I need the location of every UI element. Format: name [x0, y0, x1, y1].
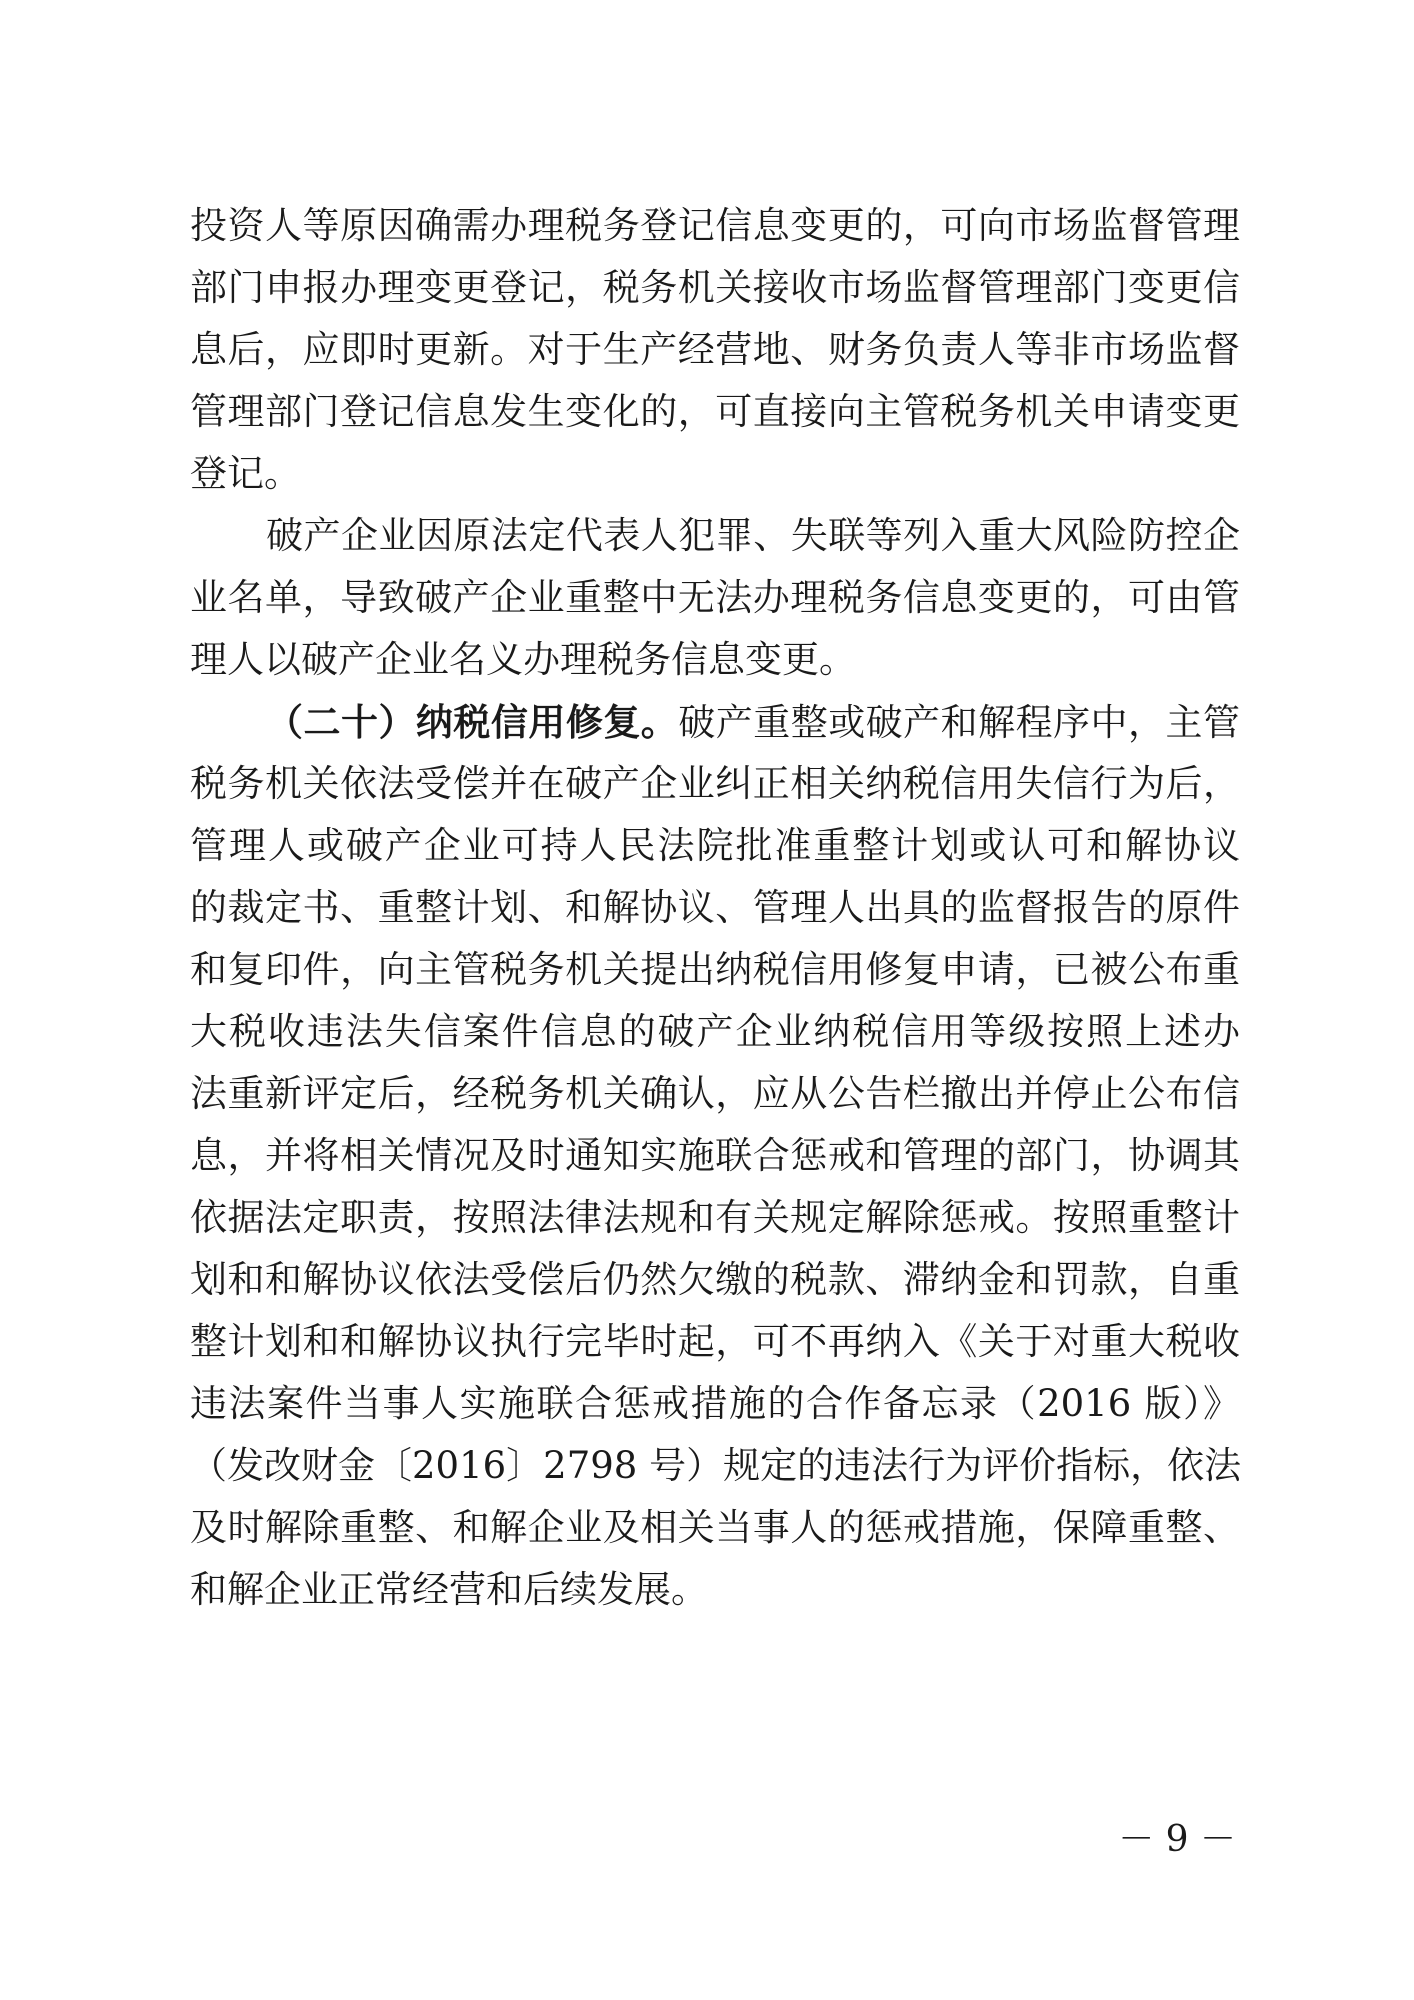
paragraph-3-line-3: 管理人或破产企业可持人民法院批准重整计划或认可和解协议 — [190, 824, 1240, 867]
paragraph-3-line-11: 整计划和和解协议执行完毕时起，可不再纳入《关于对重大税收 — [190, 1320, 1240, 1363]
paragraph-3-line-15: 和解企业正常经营和后续发展。 — [190, 1568, 708, 1611]
paragraph-2-line-3: 理人以破产企业名义办理税务信息变更。 — [190, 638, 856, 681]
paragraph-3-line-4: 的裁定书、重整计划、和解协议、管理人出具的监督报告的原件 — [190, 886, 1240, 929]
page-number: － 9 － — [1118, 1819, 1236, 1860]
paragraph-2-line-1: 破产企业因原法定代表人犯罪、失联等列入重大风险防控企 — [266, 514, 1240, 557]
section-heading: （二十）纳税信用修复。 — [266, 700, 679, 744]
paragraph-1-line-3: 息后，应即时更新。对于生产经营地、财务负责人等非市场监督 — [190, 328, 1240, 371]
paragraph-3-line-14: 及时解除重整、和解企业及相关当事人的惩戒措施，保障重整、 — [190, 1506, 1240, 1549]
paragraph-3-line-6: 大税收违法失信案件信息的破产企业纳税信用等级按照上述办 — [190, 1010, 1240, 1053]
paragraph-2-line-2: 业名单，导致破产企业重整中无法办理税务信息变更的，可由管 — [190, 576, 1240, 619]
paragraph-1-line-2: 部门申报办理变更登记，税务机关接收市场监督管理部门变更信 — [190, 266, 1240, 309]
paragraph-3-line-2: 税务机关依法受偿并在破产企业纠正相关纳税信用失信行为后， — [190, 762, 1240, 805]
paragraph-3-line-1 — [266, 692, 1240, 752]
paragraph-3-line-1-text: 破产重整或破产和解程序中，主管 — [678, 701, 1241, 744]
paragraph-1-line-1: 投资人等原因确需办理税务登记信息变更的，可向市场监督管理 — [190, 204, 1240, 247]
paragraph-3-line-8: 息，并将相关情况及时通知实施联合惩戒和管理的部门，协调其 — [190, 1134, 1240, 1177]
paragraph-3-line-5: 和复印件，向主管税务机关提出纳税信用修复申请，已被公布重 — [190, 948, 1240, 991]
paragraph-3-line-13: （发改财金〔2016〕2798 号）规定的违法行为评价指标，依法 — [190, 1444, 1242, 1487]
paragraph-1-line-5: 登记。 — [190, 452, 301, 495]
paragraph-3-line-12: 违法案件当事人实施联合惩戒措施的合作备忘录（2016 版）》 — [190, 1382, 1240, 1425]
paragraph-1-line-4: 管理部门登记信息发生变化的，可直接向主管税务机关申请变更 — [190, 390, 1240, 433]
paragraph-3-line-7: 法重新评定后，经税务机关确认，应从公告栏撤出并停止公布信 — [190, 1072, 1240, 1115]
paragraph-3-line-10: 划和和解协议依法受偿后仍然欠缴的税款、滞纳金和罚款，自重 — [190, 1258, 1240, 1301]
paragraph-3-line-9: 依据法定职责，按照法律法规和有关规定解除惩戒。按照重整计 — [190, 1196, 1240, 1239]
